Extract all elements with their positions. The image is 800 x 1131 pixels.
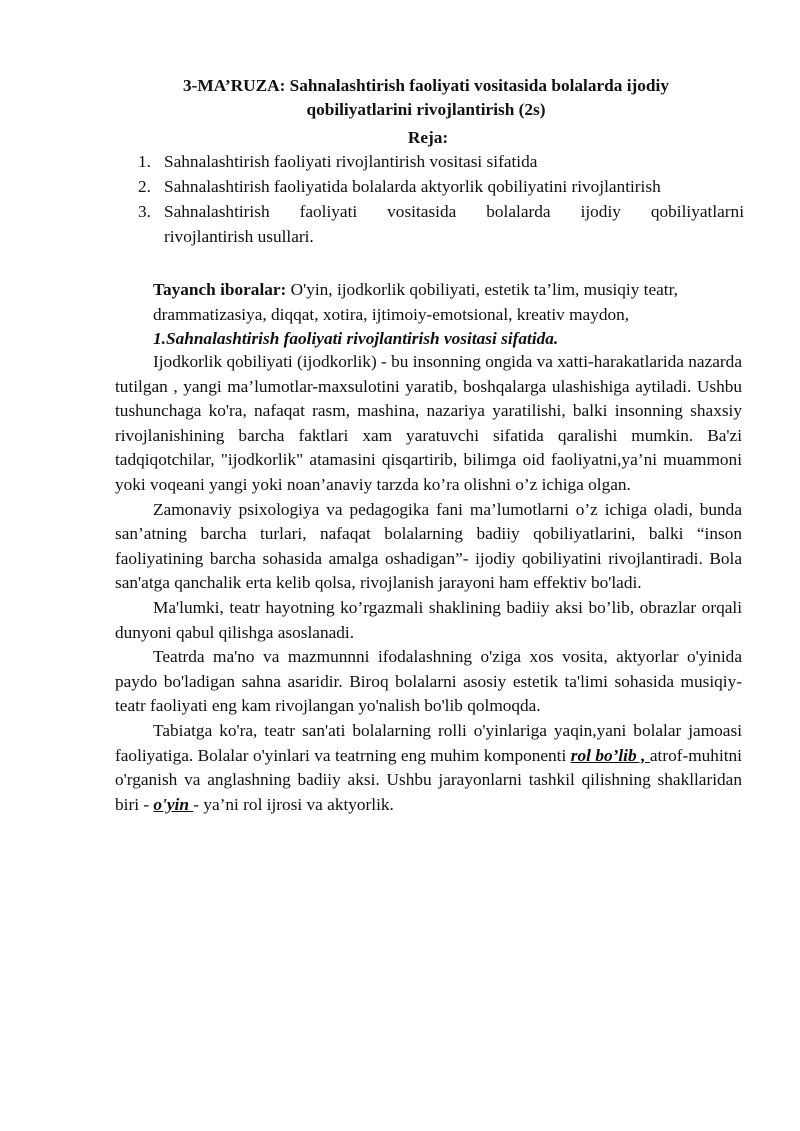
plan-item bbox=[138, 174, 744, 199]
plan-item-text: Sahnalashtirish faoliyatida bolalarda aktyorlik qobiliyatini rivojlantirish bbox=[164, 177, 661, 196]
emphasized-term: o'yin bbox=[153, 794, 194, 814]
paragraph: Ma'lumki, teatr hayotning ko’rgazmali shaklining badiiy aksi bo’lib, obrazlar orqali dunyoni qabul qilishga asoslanadi. bbox=[115, 597, 742, 642]
paragraph-text: Tabiatga ko'ra, teatr san'ati bolalarning rolli o'yinlariga yaqin,yani bolalar jamoasi faoliyatiga. Bolalar o'yinlari va teatrning eng muhim komponenti bbox=[115, 720, 742, 765]
paragraph bbox=[115, 719, 742, 817]
key-terms bbox=[153, 277, 753, 327]
plan-item-text: Sahnalashtirish faoliyati vositasida bolalarda ijodiy qobiliyatlarni bbox=[164, 202, 744, 221]
plan-item-text-continued: rivojlantirish usullari. bbox=[164, 227, 314, 246]
section-heading: 1.Sahnalashtirish faoliyati rivojlantirish vositasi sifatida. bbox=[153, 329, 559, 348]
paragraph-text: - ya’ni rol ijrosi va aktyorlik. bbox=[193, 794, 394, 814]
plan-item bbox=[138, 199, 744, 249]
key-terms-text: O'yin, ijodkorlik qobiliyati, estetik ta’lim, musiqiy teatr, drammatizasiya, diqqat, xotira, ijtimoiy-emotsional, kreativ maydon, bbox=[153, 280, 678, 324]
paragraph: Zamonaviy psixologiya va pedagogika fani ma’lumotlarni o’z ichiga oladi, bunda san’atning barcha turlari, nafaqat bolalarning badiiy qobiliyatlarini, balki “inson faoliyatining barcha sohasida amalga oshadigan”- ijodiy qobiliyatini rivojlantiradi. Bola san'atga qanchalik erta kelib qolsa, rivojlanish jarayoni ham effektiv bo'ladi. bbox=[115, 499, 742, 593]
body-text bbox=[115, 350, 742, 817]
key-terms-label: Tayanch iboralar: bbox=[153, 280, 287, 299]
paragraph: Teatrda ma'no va mazmunnni ifodalashning o'ziga xos vosita, aktyorlar o'yinida paydo bo'ladigan sahna asaridir. Biroq bolalarni asosiy estetik ta'limi sohasida musiqiy-teatr faoliyati eng kam rivojlangan yo'nalish bo'lib qolmoqda. bbox=[115, 647, 742, 716]
plan-heading: Reja: bbox=[407, 128, 449, 147]
paragraph-text: atrof-muhitni o'rganish va anglashning badiiy aksi. Ushbu jarayonlarni tashkil qilishning shakllaridan biri - bbox=[115, 745, 742, 814]
plan-item-number: 3. bbox=[138, 202, 151, 221]
paragraph: Ijodkorlik qobiliyati (ijodkorlik) - bu insonning ongida va xatti-harakatlarida nazarda tutilgan , yangi ma’lumotlar-maxsulotini yaratib, boshqalarga ulashishiga aytiladi. Ushbu tushunchaga ko'ra, nafaqat rasm, mashina, nazariya yaratilishi, balki insonning shaxsiy rivojlanishining barcha faktlari xam yaratuvchi sifatida qaralishi mumkin. Ba'zi tadqiqotchilar, "ijodkorlik" atamasini qisqartirib, bilimga oid faoliyatni,ya’ni muammoni yoki voqeani yangi yoki noan’anaviy tarzda ko’ra olishni o’z ichiga olgan. bbox=[115, 352, 742, 494]
plan-item-number: 2. bbox=[138, 177, 151, 196]
plan-list bbox=[138, 149, 744, 249]
lecture-title: 3-MA’RUZA: Sahnalashtirish faoliyati vositasida bolalarda ijodiy qobiliyatlarini rivojlantirish (2s) bbox=[182, 76, 669, 119]
emphasized-term: rol bo’lib , bbox=[570, 745, 650, 765]
plan-item-text: Sahnalashtirish faoliyati rivojlantirish vositasi sifatida bbox=[164, 152, 538, 171]
plan-item bbox=[138, 149, 744, 174]
plan-item-number: 1. bbox=[138, 152, 151, 171]
